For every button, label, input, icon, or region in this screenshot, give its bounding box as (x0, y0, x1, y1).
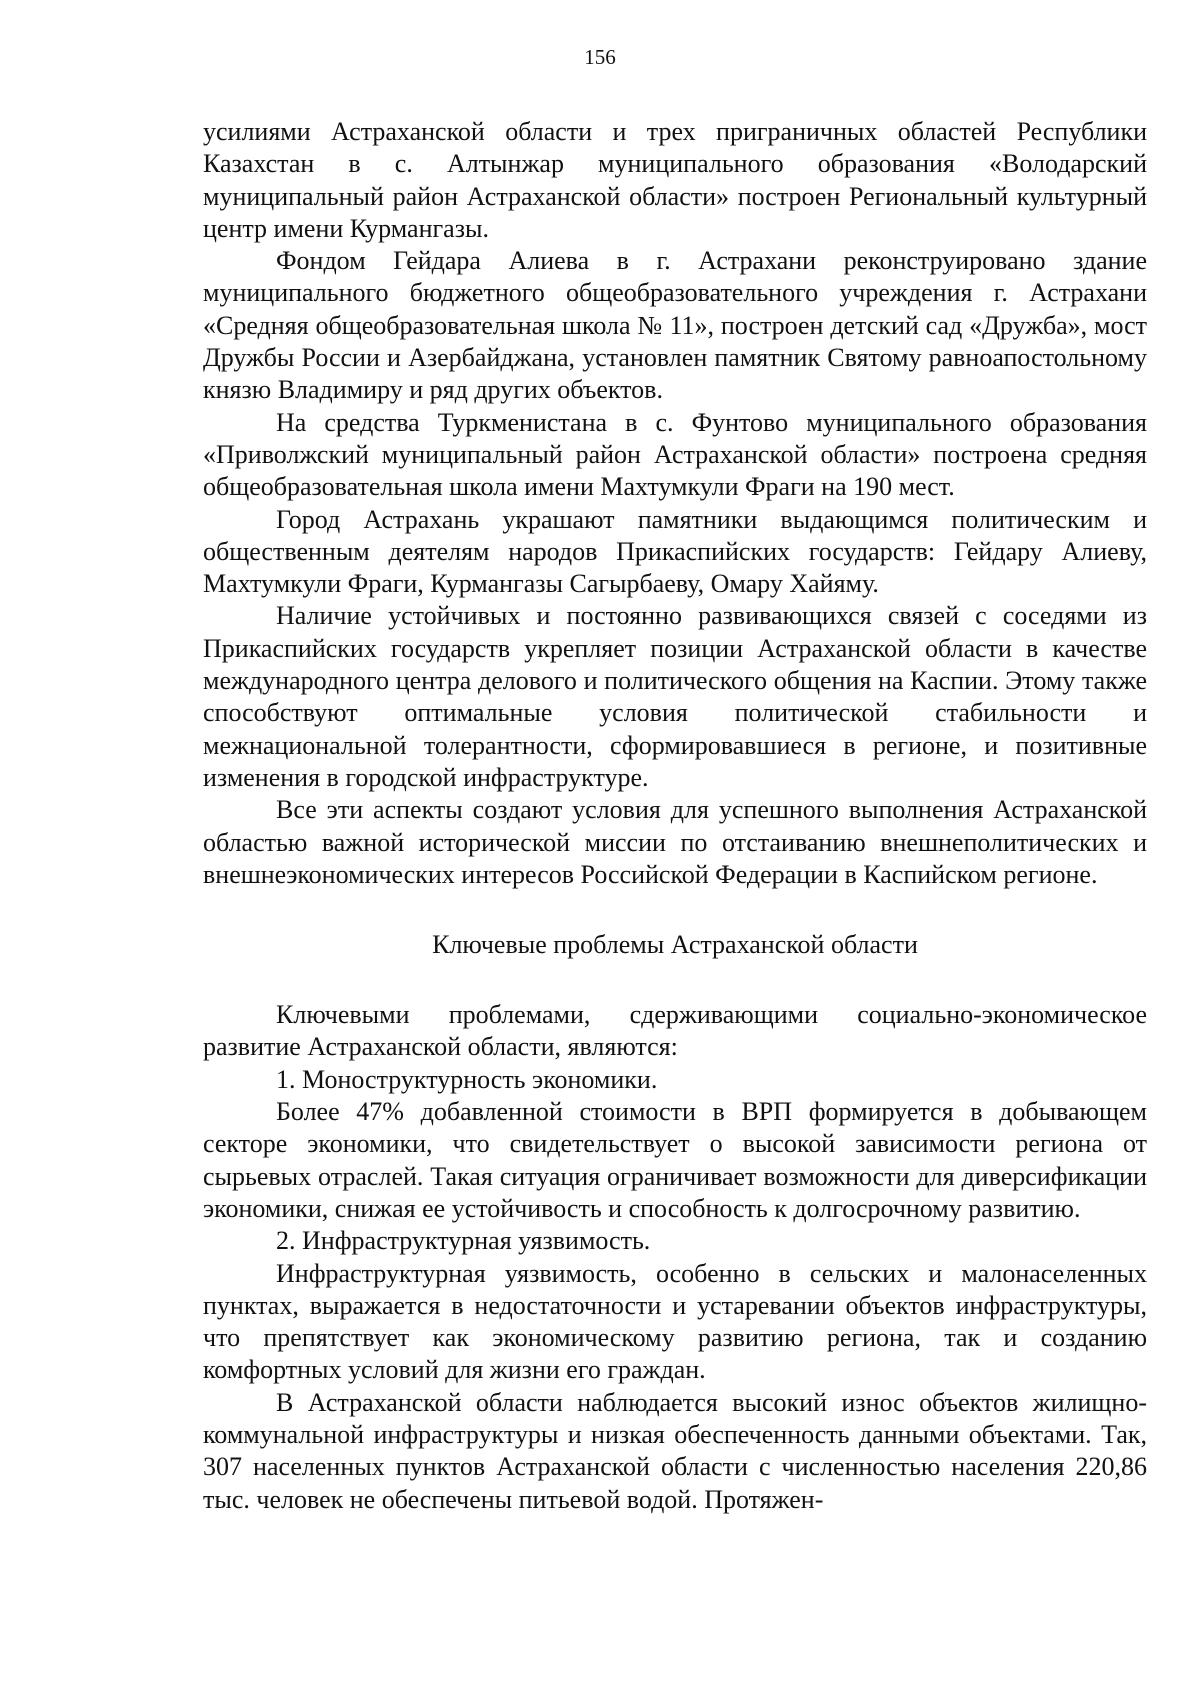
paragraph: Инфраструктурная уязвимость, особенно в сельских и малонаселенных пунктах, выражается в недостаточности и устаревании объектов инфраструктуры, что препятствует как экономическому развитию региона, так и созданию комфортных условий для жизни его граждан. (203, 1258, 1147, 1385)
paragraph: Ключевыми проблемами, сдерживающими социально-экономическое развитие Астраханской области, являются: (203, 1000, 1147, 1062)
paragraph: В Астраханской области наблюдается высокий износ объектов жилищно-коммунальной инфраструктуры и низкая обеспеченность данными объектами. Так, 307 населенных пунктов Астраханской области с численностью населения 220,86 тыс. человек не обеспечены питьевой водой. Протяжен- (203, 1387, 1147, 1514)
paragraph: Более 47% добавленной стоимости в ВРП формируется в добывающем секторе экономики, что свидетельствует о высокой зависимости региона от сырьевых отраслей. Такая ситуация ограничивает возможности для диверсификации экономики, снижая ее устойчивость и способность к долгосрочному развитию. (203, 1097, 1147, 1223)
list-item-heading: 1. Моноструктурность экономики. (276, 1064, 658, 1094)
paragraph: Все эти аспекты создают условия для успешного выполнения Астраханской областью важной исторической миссии по отстаиванию внешнеполитических и внешнеэкономических интересов Российской Федерации в Каспийском регионе. (203, 795, 1147, 889)
page-number: 156 (584, 45, 616, 69)
paragraph: Фондом Гейдара Алиева в г. Астрахани реконструировано здание муниципального бюджетного общеобразовательного учреждения г. Астрахани «Средняя общеобразовательная школа № 11», построен детский сад «Дружба», мост Дружбы России и Азербайджана, установлен памятник Святому равноапостольному князю Владимиру и ряд других объектов. (203, 246, 1147, 405)
paragraph: На средства Туркменистана в с. Фунтово муниципального образования «Приволжский муниципальный район Астраханской области» построена средняя общеобразовательная школа имени Махтумкули Фраги на 190 мест. (203, 407, 1147, 502)
paragraph: Город Астрахань украшают памятники выдающимся политическим и общественным деятелям народов Прикаспийских государств: Гейдару Алиеву, Махтумкули Фраги, Курмангазы Сагырбаеву, Омару Хайяму. (203, 504, 1147, 599)
paragraph: Наличие устойчивых и постоянно развивающихся связей с соседями из Прикаспийских государств укрепляет позиции Астраханской области в качестве международного центра делового и политического общения на Каспии. Этому также способствуют оптимальные условия политической стабильности и межнациональной толерантности, сформировавшиеся в регионе, и позитивные изменения в городской инфраструктуре. (203, 601, 1147, 792)
section-heading: Ключевые проблемы Астраханской области (432, 930, 918, 960)
document-body (203, 116, 1147, 1516)
paragraph: усилиями Астраханской области и трех приграничных областей Республики Казахстан в с. Алтынжар муниципального образования «Володарский муниципальный район Астраханской области» построен Региональный культурный центр имени Курмангазы. (203, 117, 1147, 243)
list-item-heading: 2. Инфраструктурная уязвимость. (276, 1226, 651, 1256)
